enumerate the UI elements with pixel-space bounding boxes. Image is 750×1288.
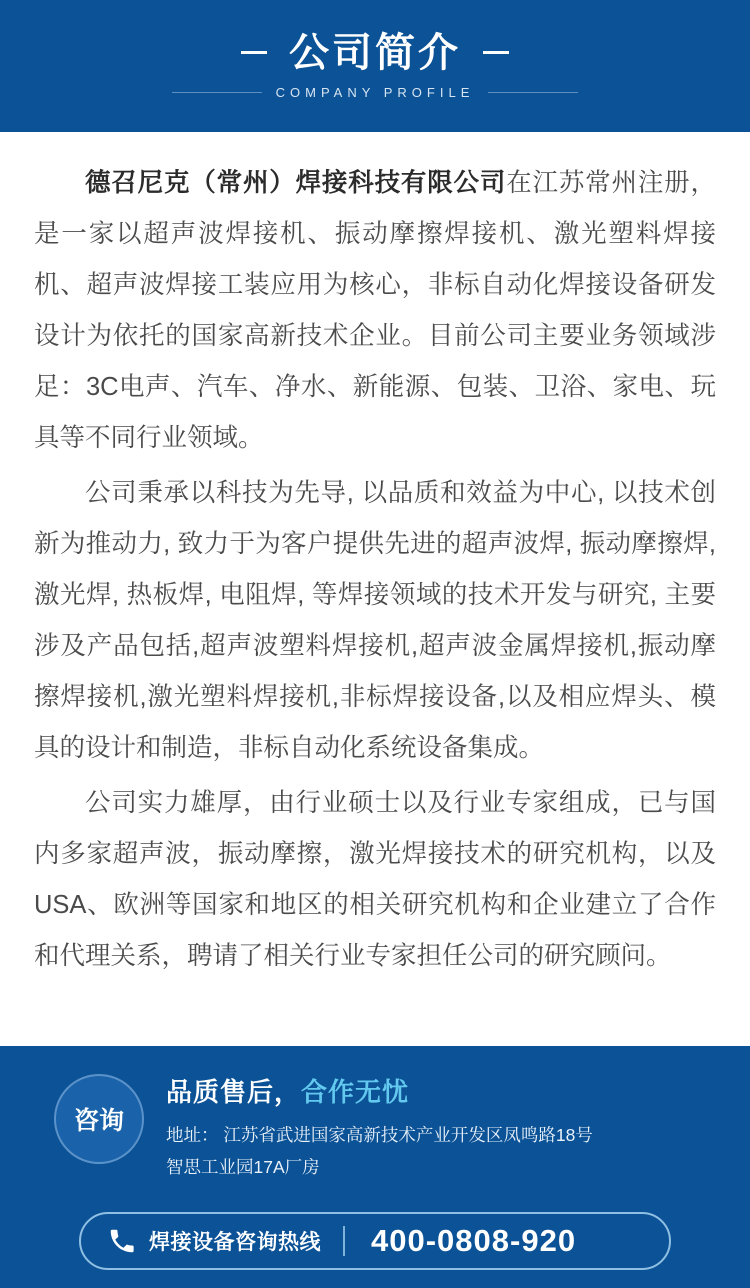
page-title: 公司简介 (289, 30, 461, 75)
paragraph-1-text: 在江苏常州注册，是一家以超声波焊接机、振动摩擦焊接机、激光塑料焊接机、超声波焊接工装应用为核心，非标自动化焊接设备研发设计为依托的国家高新技术企业。目前公司主要业务领域涉足：3C电声、汽车、净水、新能源、包装、卫浴、家电、玩具等不同行业领域。 (34, 169, 716, 452)
phone-icon (107, 1226, 137, 1256)
header-dash-right-icon (483, 51, 509, 54)
header-subtitle: COMPANY PROFILE (275, 84, 475, 100)
header-subtitle-row (172, 85, 579, 100)
header-dash-left-icon (241, 51, 267, 54)
content-body (0, 132, 750, 1046)
footer-heading-accent: 合作无忧 (301, 1077, 410, 1107)
page-footer (0, 1046, 750, 1288)
hotline-divider (343, 1226, 345, 1256)
hotline-number[interactable]: 400-0808-920 (371, 1223, 577, 1258)
paragraph-2 (34, 468, 716, 774)
paragraph-1 (34, 158, 716, 464)
paragraph-3-text: 公司实力雄厚，由行业硕士以及行业专家组成，已与国内多家超声波，振动摩擦，激光焊接技术的研究机构，以及USA、欧洲等国家和地区的相关研究机构和企业建立了合作和代理关系，聘请了相关行业专家担任公司的研究顾问。 (34, 789, 716, 970)
header-title-row (241, 30, 509, 75)
hotline-bar[interactable] (79, 1212, 671, 1270)
header-subtitle-line-left (172, 92, 262, 93)
hotline-label: 焊接设备咨询热线 (149, 1231, 321, 1254)
paragraph-2-text: 公司秉承以科技为先导, 以品质和效益为中心, 以技术创新为推动力, 致力于为客户提供先进的超声波焊, 振动摩擦焊, 激光焊, 热板焊, 电阻焊, 等焊接领域的技术开发与研究, 主要涉及产品包括,超声波塑料焊接机,超声波金属焊接机,振动摩擦焊接机,激光塑料焊接机,非标焊接设备,以及相应焊头、模具的设计和制造，非标自动化系统设备集成。 (34, 479, 716, 762)
footer-heading-main: 品质售后， (166, 1077, 302, 1107)
footer-contact-block (30, 1070, 720, 1183)
footer-address-line-1: 地址： 江苏省武进国家高新技术产业开发区凤鸣路18号 (166, 1125, 593, 1145)
paragraph-3 (34, 778, 716, 982)
footer-address-line-2: 智思工业园17A厂房 (166, 1157, 320, 1177)
page-header (0, 0, 750, 132)
footer-text-column (166, 1070, 593, 1183)
company-name: 德召尼克（常州）焊接科技有限公司 (85, 169, 507, 197)
consult-badge[interactable]: 咨询 (54, 1074, 144, 1164)
footer-heading (166, 1072, 593, 1109)
header-subtitle-line-right (488, 92, 578, 93)
